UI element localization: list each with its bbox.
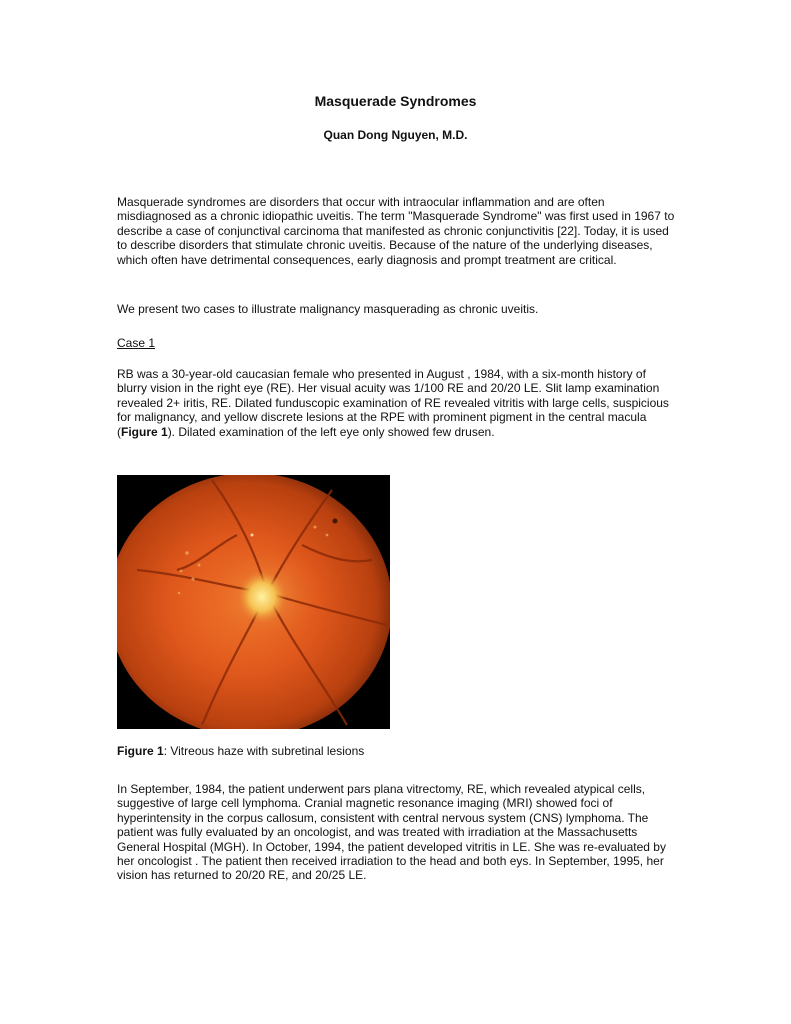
case-1-text-after: ). Dilated examination of the left eye only showed few drusen. bbox=[167, 424, 495, 439]
optic-disc bbox=[238, 571, 286, 623]
fundus-image bbox=[117, 475, 390, 729]
figure-1-caption bbox=[117, 744, 364, 758]
figure-1-label: Figure 1 bbox=[117, 744, 164, 758]
treatment-paragraph: In September, 1984, the patient underwent pars plana vitrectomy, RE, which revealed atypical cells, suggestive of large cell lymphoma. Cranial magnetic resonance imaging (MRI) showed foci of hyperintensity in the corpus callosum, consistent with central nervous system (CNS) lymphoma. The patient was fully evaluated by an oncologist, and was treated with irradiation at the Massachusetts General Hospital (MGH). In October, 1994, the patient developed vitritis in LE. She was re-evaluated by her oncologist . The patient then received irradiation to the head and both eys. In September, 1995, her vision has returned to 20/20 RE, and 20/25 LE. bbox=[117, 782, 666, 883]
case-1-paragraph bbox=[117, 367, 677, 439]
cases-intro-paragraph: We present two cases to illustrate malignancy masquerading as chronic uveitis. bbox=[117, 302, 539, 316]
figure-1-reference: Figure 1 bbox=[121, 424, 168, 439]
document-title: Masquerade Syndromes bbox=[314, 93, 477, 109]
author-line: Quan Dong Nguyen, M.D. bbox=[323, 128, 468, 142]
figure-1-caption-text: : Vitreous haze with subretinal lesions bbox=[163, 744, 365, 758]
case-1-text-before: RB was a 30-year-old caucasian female who presented in August , 1984, with a six-month history of blurry vision in the right eye (RE). Her visual acuity was 1/100 RE and 20/20 LE. Slit lamp examination revealed 2+ iritis, RE. Dilated funduscopic examination of RE revealed vitritis with large cells, suspicious for malignancy, and yellow discrete lesions at the RPE with prominent pigment in the central macula ( bbox=[117, 367, 669, 439]
intro-paragraph: Masquerade syndromes are disorders that occur with intraocular inflammation and are often misdiagnosed as a chronic idiopathic uveitis. The term "Masquerade Syndrome" was first used in 1967 to describe a case of conjunctival carcinoma that manifested as chronic conjunctivitis [22]. Today, it is used to describe disorders that stimulate chronic uveitis. Because of the nature of the underlying diseases, which often have detrimental consequences, early diagnosis and prompt treatment are critical. bbox=[117, 195, 675, 267]
case-1-heading: Case 1 bbox=[117, 336, 156, 350]
fundus-photograph bbox=[117, 475, 390, 729]
